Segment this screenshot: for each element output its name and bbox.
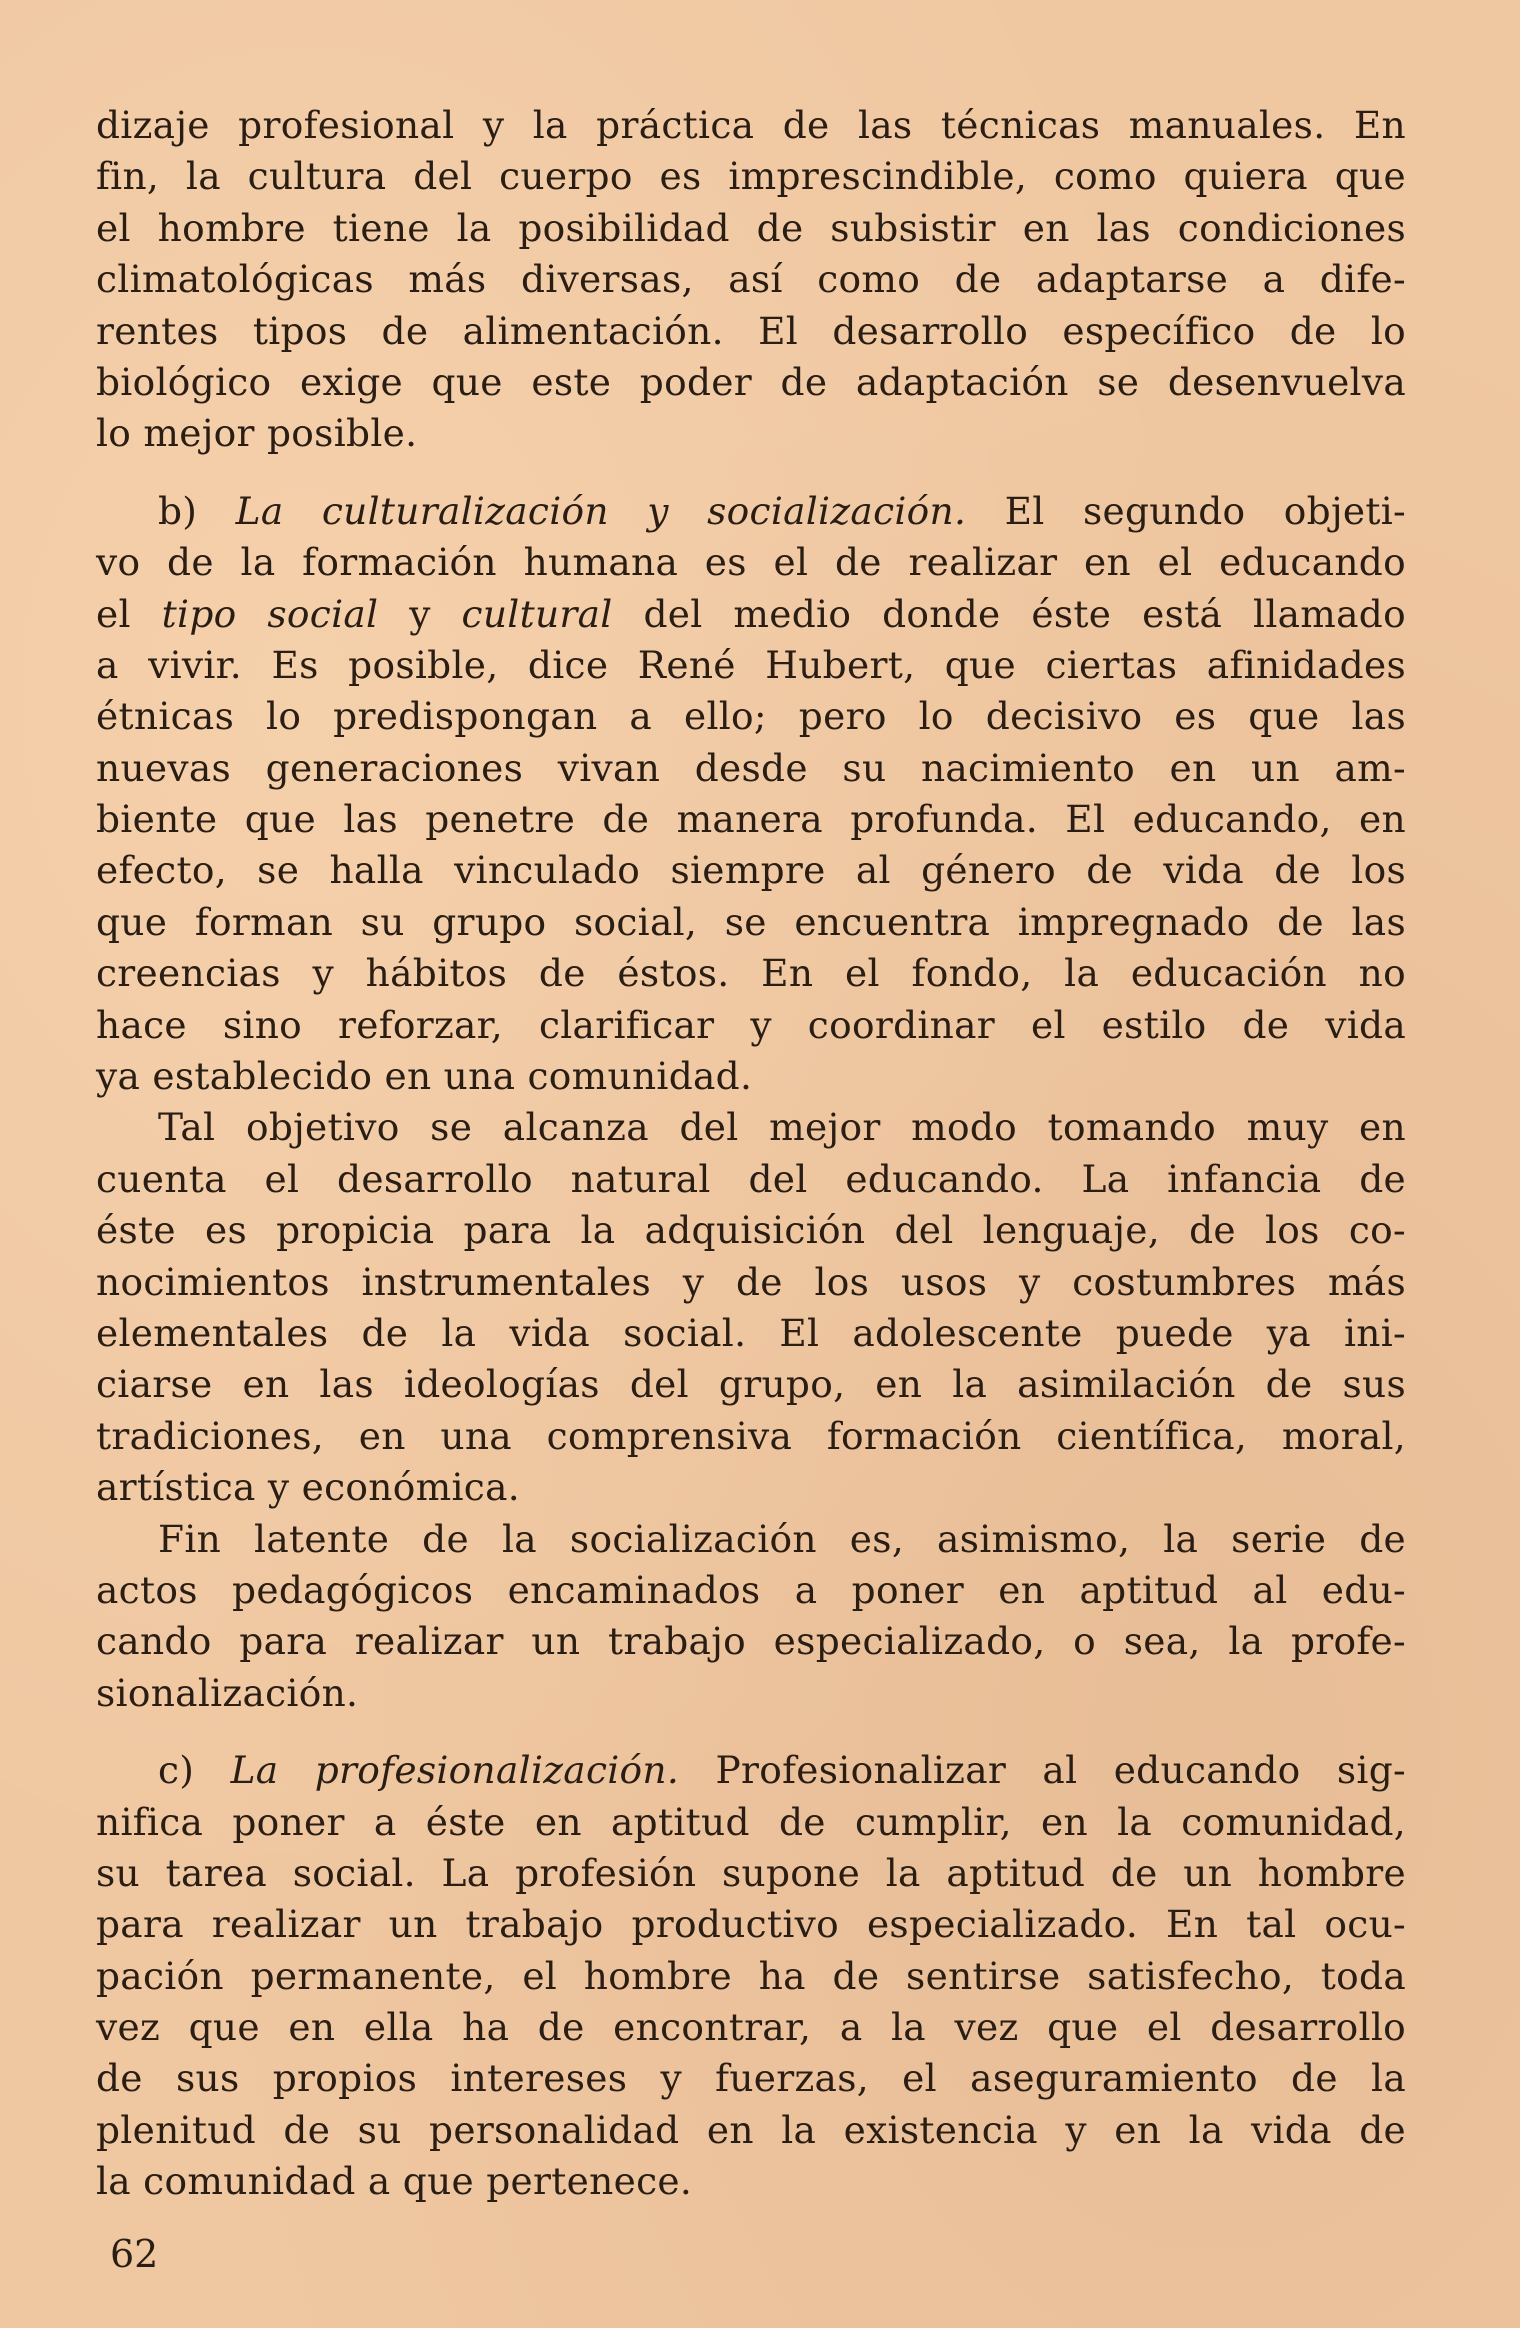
text-fragment: el	[96, 591, 131, 636]
text-line: vo de la formación humana es el de realizar en el educando	[96, 540, 1406, 585]
text-line: vez que en ella ha de encontrar, a la vez que el desarrollo	[96, 2005, 1406, 2050]
text-line: dizaje profesional y la práctica de las técnicas manuales. En	[96, 103, 1406, 147]
text-line: étnicas lo predispongan a ello; pero lo decisivo es que las	[96, 694, 1406, 739]
section-c-heading: La profesionalización.	[230, 1748, 680, 1793]
text-fragment: del medio donde éste está llamado	[643, 591, 1406, 636]
text-line: climatológicas más diversas, así como de adaptarse a dife-	[96, 257, 1406, 302]
section-b-heading-line	[96, 486, 1406, 537]
text-line: de sus propios intereses y fuerzas, el aseguramiento de la	[96, 2056, 1406, 2101]
text-line	[96, 589, 1406, 640]
text-line: fin, la cultura del cuerpo es imprescindible, como quiera que	[96, 154, 1406, 199]
text-fragment: Profesionalizar al educando sig-	[715, 1748, 1406, 1793]
text-line: elementales de la vida social. El adolescente puede ya ini-	[96, 1310, 1406, 1355]
text-fragment: y	[409, 591, 431, 636]
text-line: el hombre tiene la posibilidad de subsistir en las condiciones	[96, 205, 1406, 250]
text-line: para realizar un trabajo productivo especializado. En tal ocu-	[96, 1902, 1406, 1947]
paragraph-gap	[96, 460, 1406, 486]
text-line: Tal objetivo se alcanza del mejor modo tomando muy en	[158, 1105, 1406, 1150]
section-c-heading-line	[96, 1745, 1406, 1796]
paragraph-gap	[96, 1719, 1406, 1745]
text-line: nuevas generaciones vivan desde su nacimiento en un am-	[96, 745, 1406, 790]
text-line: cuenta el desarrollo natural del educando. La infancia de	[96, 1156, 1406, 1201]
text-line: a vivir. Es posible, dice René Hubert, que ciertas afinidades	[96, 642, 1406, 687]
text-line: nocimientos instrumentales y de los usos y costumbres más	[96, 1259, 1406, 1304]
text-line: éste es propicia para la adquisición del lenguaje, de los co-	[96, 1208, 1406, 1253]
text-line: tradiciones, en una comprensiva formación científica, moral,	[96, 1413, 1406, 1458]
text-line: la comunidad a que pertenece.	[96, 2159, 693, 2204]
emphasis-term: cultural	[461, 591, 613, 636]
section-c-marker: c)	[158, 1748, 195, 1793]
text-line: biente que las penetre de manera profunda. El educando, en	[96, 797, 1406, 842]
text-line: pación permanente, el hombre ha de sentirse satisfecho, toda	[96, 1953, 1406, 1998]
text-line: que forman su grupo social, se encuentra impregnado de las	[96, 899, 1406, 944]
text-line: lo mejor posible.	[96, 411, 418, 456]
text-line: hace sino reforzar, clarificar y coordinar el estilo de vida	[96, 1002, 1406, 1047]
text-line: rentes tipos de alimentación. El desarrollo específico de lo	[96, 308, 1406, 353]
text-line: efecto, se halla vinculado siempre al género de vida de los	[96, 848, 1406, 893]
text-line: nifica poner a éste en aptitud de cumplir, en la comunidad,	[96, 1799, 1406, 1844]
section-b-marker: b)	[158, 488, 198, 533]
emphasis-term: tipo social	[161, 591, 379, 636]
text-fragment: El segundo objeti-	[1004, 488, 1406, 533]
text-line: plenitud de su personalidad en la existencia y en la vida de	[96, 2107, 1406, 2152]
text-line: ya establecido en una comunidad.	[96, 1054, 753, 1099]
text-line: su tarea social. La profesión supone la aptitud de un hombre	[96, 1850, 1406, 1895]
page-body-text	[96, 100, 1406, 2208]
text-line: sionalización.	[96, 1670, 359, 1715]
text-line: creencias y hábitos de éstos. En el fondo, la educación no	[96, 951, 1406, 996]
text-line: biológico exige que este poder de adaptación se desenvuelva	[96, 359, 1406, 404]
text-line: ciarse en las ideologías del grupo, en la asimilación de sus	[96, 1362, 1406, 1407]
text-line: artística y económica.	[96, 1465, 520, 1510]
text-line: actos pedagógicos encaminados a poner en aptitud al edu-	[96, 1567, 1406, 1612]
page-number: 62	[110, 2232, 159, 2276]
text-line: cando para realizar un trabajo especializado, o sea, la profe-	[96, 1619, 1406, 1664]
section-b-heading: La culturalización y socialización.	[235, 488, 967, 533]
text-line: Fin latente de la socialización es, asimismo, la serie de	[158, 1516, 1406, 1561]
